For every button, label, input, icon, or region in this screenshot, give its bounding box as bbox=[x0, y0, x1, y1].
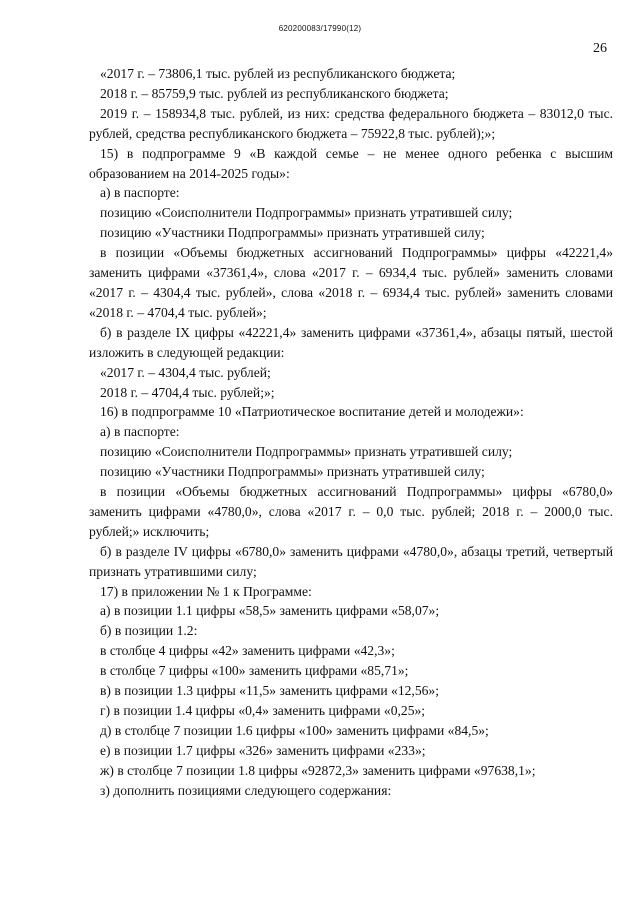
paragraph: позицию «Участники Подпрограммы» признать утратившей силу; bbox=[100, 464, 485, 480]
paragraph: в) в позиции 1.3 цифры «11,5» заменить цифрами «12,56»; bbox=[100, 683, 440, 699]
paragraph: 2019 г. – 158934,8 тыс. рублей, из них: средства федерального бюджета – 83012,0 тыс. рублей, средства республиканского бюджета – 75922,8 тыс. рублей);»; bbox=[89, 105, 613, 141]
paragraph: 2018 г. – 4704,4 тыс. рублей;»; bbox=[100, 384, 275, 400]
paragraph: 15) в подпрограмме 9 «В каждой семье – не менее одного ребенка с высшим образованием на 2014-2025 годы»: bbox=[89, 145, 613, 181]
paragraph: позицию «Соисполнители Подпрограммы» признать утратившей силу; bbox=[100, 205, 513, 221]
paragraph: ж) в столбце 7 позиции 1.8 цифры «92872,3» заменить цифрами «97638,1»; bbox=[100, 762, 536, 778]
paragraph: 16) в подпрограмме 10 «Патриотическое воспитание детей и молодежи»: bbox=[100, 404, 524, 420]
paragraph: позицию «Участники Подпрограммы» признать утратившей силу; bbox=[100, 225, 485, 241]
page-number: 26 bbox=[593, 41, 607, 56]
document-body bbox=[89, 64, 613, 801]
paragraph: з) дополнить позициями следующего содержания: bbox=[100, 782, 392, 798]
paragraph: б) в разделе IV цифры «6780,0» заменить цифрами «4780,0», абзацы третий, четвертый признать утратившими силу; bbox=[89, 543, 613, 579]
paragraph: в позиции «Объемы бюджетных ассигнований Подпрограммы» цифры «6780,0» заменить цифрами «4780,0», слова «2017 г. – 0,0 тыс. рублей; 2018 г. – 2000,0 тыс. рублей;» исключить; bbox=[89, 484, 613, 539]
paragraph: 2018 г. – 85759,9 тыс. рублей из республиканского бюджета; bbox=[100, 85, 449, 101]
paragraph: а) в позиции 1.1 цифры «58,5» заменить цифрами «58,07»; bbox=[100, 603, 440, 619]
paragraph: а) в паспорте: bbox=[100, 185, 180, 201]
paragraph: «2017 г. – 4304,4 тыс. рублей; bbox=[100, 364, 271, 380]
paragraph: б) в позиции 1.2: bbox=[100, 623, 198, 639]
paragraph: в столбце 7 цифры «100» заменить цифрами «85,71»; bbox=[100, 663, 409, 679]
paragraph: в столбце 4 цифры «42» заменить цифрами «42,3»; bbox=[100, 643, 395, 659]
paragraph: 17) в приложении № 1 к Программе: bbox=[100, 583, 312, 599]
paragraph: е) в позиции 1.7 цифры «326» заменить цифрами «233»; bbox=[100, 742, 426, 758]
document-id: 620200083/17990(12) bbox=[278, 24, 362, 33]
paragraph: «2017 г. – 73806,1 тыс. рублей из республиканского бюджета; bbox=[100, 66, 456, 81]
paragraph: в позиции «Объемы бюджетных ассигнований Подпрограммы» цифры «42221,4» заменить цифрами «37361,4», слова «2017 г. – 6934,4 тыс. рублей» заменить словами «2017 г. – 4304,4 тыс. рублей», слова «2018 г. – 6934,4 тыс. рублей» заменить словами «2018 г. – 4704,4 тыс. рублей»; bbox=[89, 245, 613, 320]
paragraph: позицию «Соисполнители Подпрограммы» признать утратившей силу; bbox=[100, 444, 513, 460]
paragraph: б) в разделе IX цифры «42221,4» заменить цифрами «37361,4», абзацы пятый, шестой изложить в следующей редакции: bbox=[89, 324, 613, 360]
paragraph: д) в столбце 7 позиции 1.6 цифры «100» заменить цифрами «84,5»; bbox=[100, 722, 489, 738]
paragraph: г) в позиции 1.4 цифры «0,4» заменить цифрами «0,25»; bbox=[100, 703, 426, 718]
paragraph: а) в паспорте: bbox=[100, 424, 180, 440]
